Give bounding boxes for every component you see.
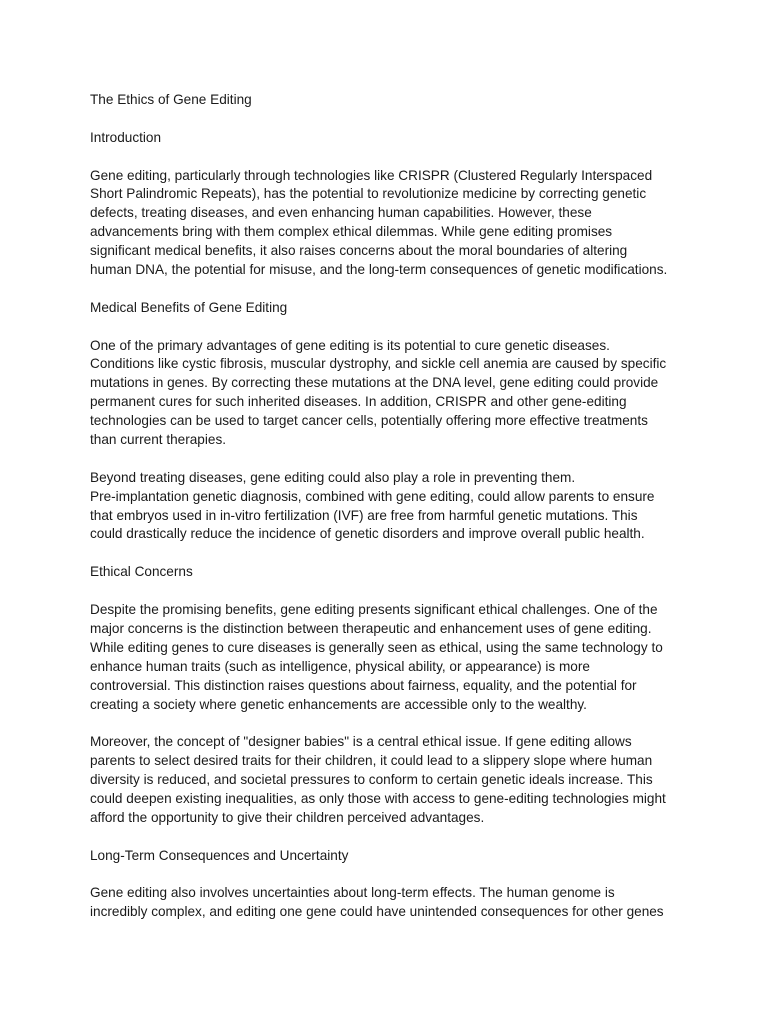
paragraph-line: afford the opportunity to give their children perceived advantages. <box>90 809 485 825</box>
section-heading: Ethical Concerns <box>90 564 193 580</box>
paragraph-line: that embryos used in in-vitro fertilization (IVF) are free from harmful genetic mutations. This <box>90 507 638 523</box>
paragraph <box>90 337 690 450</box>
paragraph <box>90 469 690 545</box>
paragraph <box>90 167 690 280</box>
paragraph <box>90 601 690 714</box>
paragraph-line: enhance human traits (such as intelligence, physical ability, or appearance) is more <box>90 658 590 674</box>
section-heading: Medical Benefits of Gene Editing <box>90 299 288 315</box>
paragraph-line: Conditions like cystic fibrosis, muscular dystrophy, and sickle cell anemia are caused by specific <box>90 356 667 372</box>
paragraph-line: Short Palindromic Repeats), has the potential to revolutionize medicine by correcting genetic <box>90 186 647 202</box>
paragraph-line: major concerns is the distinction between therapeutic and enhancement uses of gene editing. <box>90 620 652 636</box>
paragraph-line: creating a society where genetic enhancements are accessible only to the wealthy. <box>90 696 587 712</box>
paragraph-line: mutations in genes. By correcting these mutations at the DNA level, gene editing could provide <box>90 375 659 391</box>
paragraph <box>90 884 690 922</box>
paragraph-line: than current therapies. <box>90 432 227 448</box>
paragraph-line: diversity is reduced, and societal pressures to conform to certain genetic ideals increase. This <box>90 772 653 788</box>
paragraph-line: Pre-implantation genetic diagnosis, combined with gene editing, could allow parents to ensure <box>90 488 655 504</box>
paragraph <box>90 733 690 827</box>
paragraph-line: defects, treating diseases, and even enhancing human capabilities. However, these <box>90 205 592 221</box>
paragraph-line: Gene editing, particularly through technologies like CRISPR (Clustered Regularly Interspaced <box>90 167 653 183</box>
document-page <box>90 91 690 941</box>
paragraph-line: Despite the promising benefits, gene editing presents significant ethical challenges. One of the <box>90 602 658 618</box>
paragraph-line: significant medical benefits, it also raises concerns about the moral boundaries of altering <box>90 243 628 259</box>
document-title: The Ethics of Gene Editing <box>90 92 252 107</box>
section-heading: Introduction <box>90 129 162 145</box>
paragraph-line: Gene editing also involves uncertainties about long-term effects. The human genome is <box>90 885 615 901</box>
paragraph-line: While editing genes to cure diseases is generally seen as ethical, using the same technology to <box>90 639 663 655</box>
paragraph-line: technologies can be used to target cancer cells, potentially offering more effective treatments <box>90 413 648 429</box>
paragraph-line: could drastically reduce the incidence of genetic disorders and improve overall public health. <box>90 526 645 542</box>
paragraph-line: advancements bring with them complex ethical dilemmas. While gene editing promises <box>90 224 613 240</box>
paragraph-line: Moreover, the concept of "designer babies" is a central ethical issue. If gene editing allows <box>90 734 632 750</box>
paragraph-line: controversial. This distinction raises questions about fairness, equality, and the potential for <box>90 677 637 693</box>
paragraph-line: permanent cures for such inherited diseases. In addition, CRISPR and other gene-editing <box>90 394 627 410</box>
paragraph-line: incredibly complex, and editing one gene could have unintended consequences for other genes <box>90 904 664 920</box>
paragraph-line: human DNA, the potential for misuse, and the long-term consequences of genetic modifications. <box>90 262 668 278</box>
paragraph-line: One of the primary advantages of gene editing is its potential to cure genetic diseases. <box>90 337 610 353</box>
section-heading: Long-Term Consequences and Uncertainty <box>90 847 349 863</box>
paragraph-line: could deepen existing inequalities, as only those with access to gene-editing technologies might <box>90 790 666 806</box>
paragraph-line: Beyond treating diseases, gene editing could also play a role in preventing them. <box>90 469 576 485</box>
paragraph-line: parents to select desired traits for their children, it could lead to a slippery slope where human <box>90 753 653 769</box>
